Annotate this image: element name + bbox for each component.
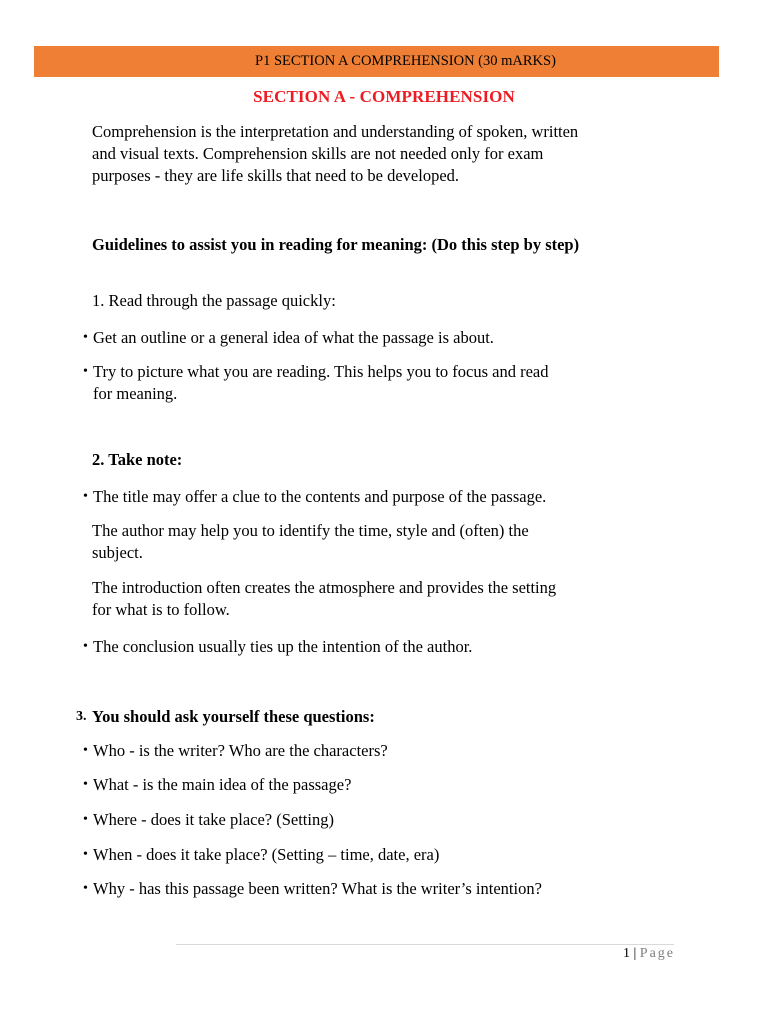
list-item-text: Get an outline or a general idea of what the passage is about. <box>93 328 494 347</box>
step1-heading: 1. Read through the passage quickly: <box>92 291 336 310</box>
bullet-icon: • <box>83 777 88 792</box>
list-item-text: Where - does it take place? (Setting) <box>93 810 334 829</box>
header-banner-text: P1 SECTION A COMPREHENSION (30 mARKS) <box>255 53 556 69</box>
bullet-icon: • <box>83 881 88 896</box>
page-number: 1 <box>622 946 630 961</box>
list-item <box>83 740 603 762</box>
page-footer <box>623 946 675 962</box>
guidelines-heading: Guidelines to assist you in reading for meaning: (Do this step by step) <box>92 235 580 254</box>
bullet-icon: • <box>83 847 88 862</box>
bullet-icon: • <box>83 364 88 379</box>
section-title: SECTION A - COMPREHENSION <box>253 87 515 106</box>
list-item-text: When - does it take place? (Setting – time, date, era) <box>93 845 440 864</box>
list-item-text: The title may offer a clue to the contents and purpose of the passage. <box>93 487 547 506</box>
footer-separator: | <box>633 946 637 961</box>
step3-number: 3. <box>76 709 87 724</box>
list-item-text: What - is the main idea of the passage? <box>93 775 352 794</box>
list-item-text: Why - has this passage been written? What is the writer’s intention? <box>93 879 542 898</box>
list-item-text: The conclusion usually ties up the intention of the author. <box>93 637 473 656</box>
introduction-paragraph: The introduction often creates the atmosphere and provides the setting for what is to follow. <box>92 578 557 619</box>
list-item-text: Who - is the writer? Who are the characters? <box>93 741 388 760</box>
bullet-icon: • <box>83 330 88 345</box>
bullet-icon: • <box>83 639 88 654</box>
author-paragraph: The author may help you to identify the time, style and (often) the subject. <box>92 521 529 562</box>
bullet-icon: • <box>83 489 88 504</box>
list-item <box>83 486 603 508</box>
list-item <box>83 327 603 349</box>
list-item <box>83 361 568 405</box>
list-item <box>83 844 603 866</box>
step2-heading: 2. Take note: <box>92 450 183 469</box>
footer-divider <box>176 944 674 945</box>
bullet-icon: • <box>83 812 88 827</box>
list-item <box>83 809 603 831</box>
page-label: Page <box>639 946 675 961</box>
list-item-text: Try to picture what you are reading. This helps you to focus and read for meaning. <box>93 362 549 403</box>
list-item <box>83 636 603 658</box>
list-item <box>83 878 623 900</box>
step3-heading: You should ask yourself these questions: <box>92 707 375 726</box>
intro-paragraph: Comprehension is the interpretation and understanding of spoken, written and visual texts. Comprehension skills are not needed only for exam purposes - they are life skills that need to be developed. <box>92 122 579 185</box>
bullet-icon: • <box>83 743 88 758</box>
list-item <box>83 774 603 796</box>
header-banner <box>34 46 719 77</box>
